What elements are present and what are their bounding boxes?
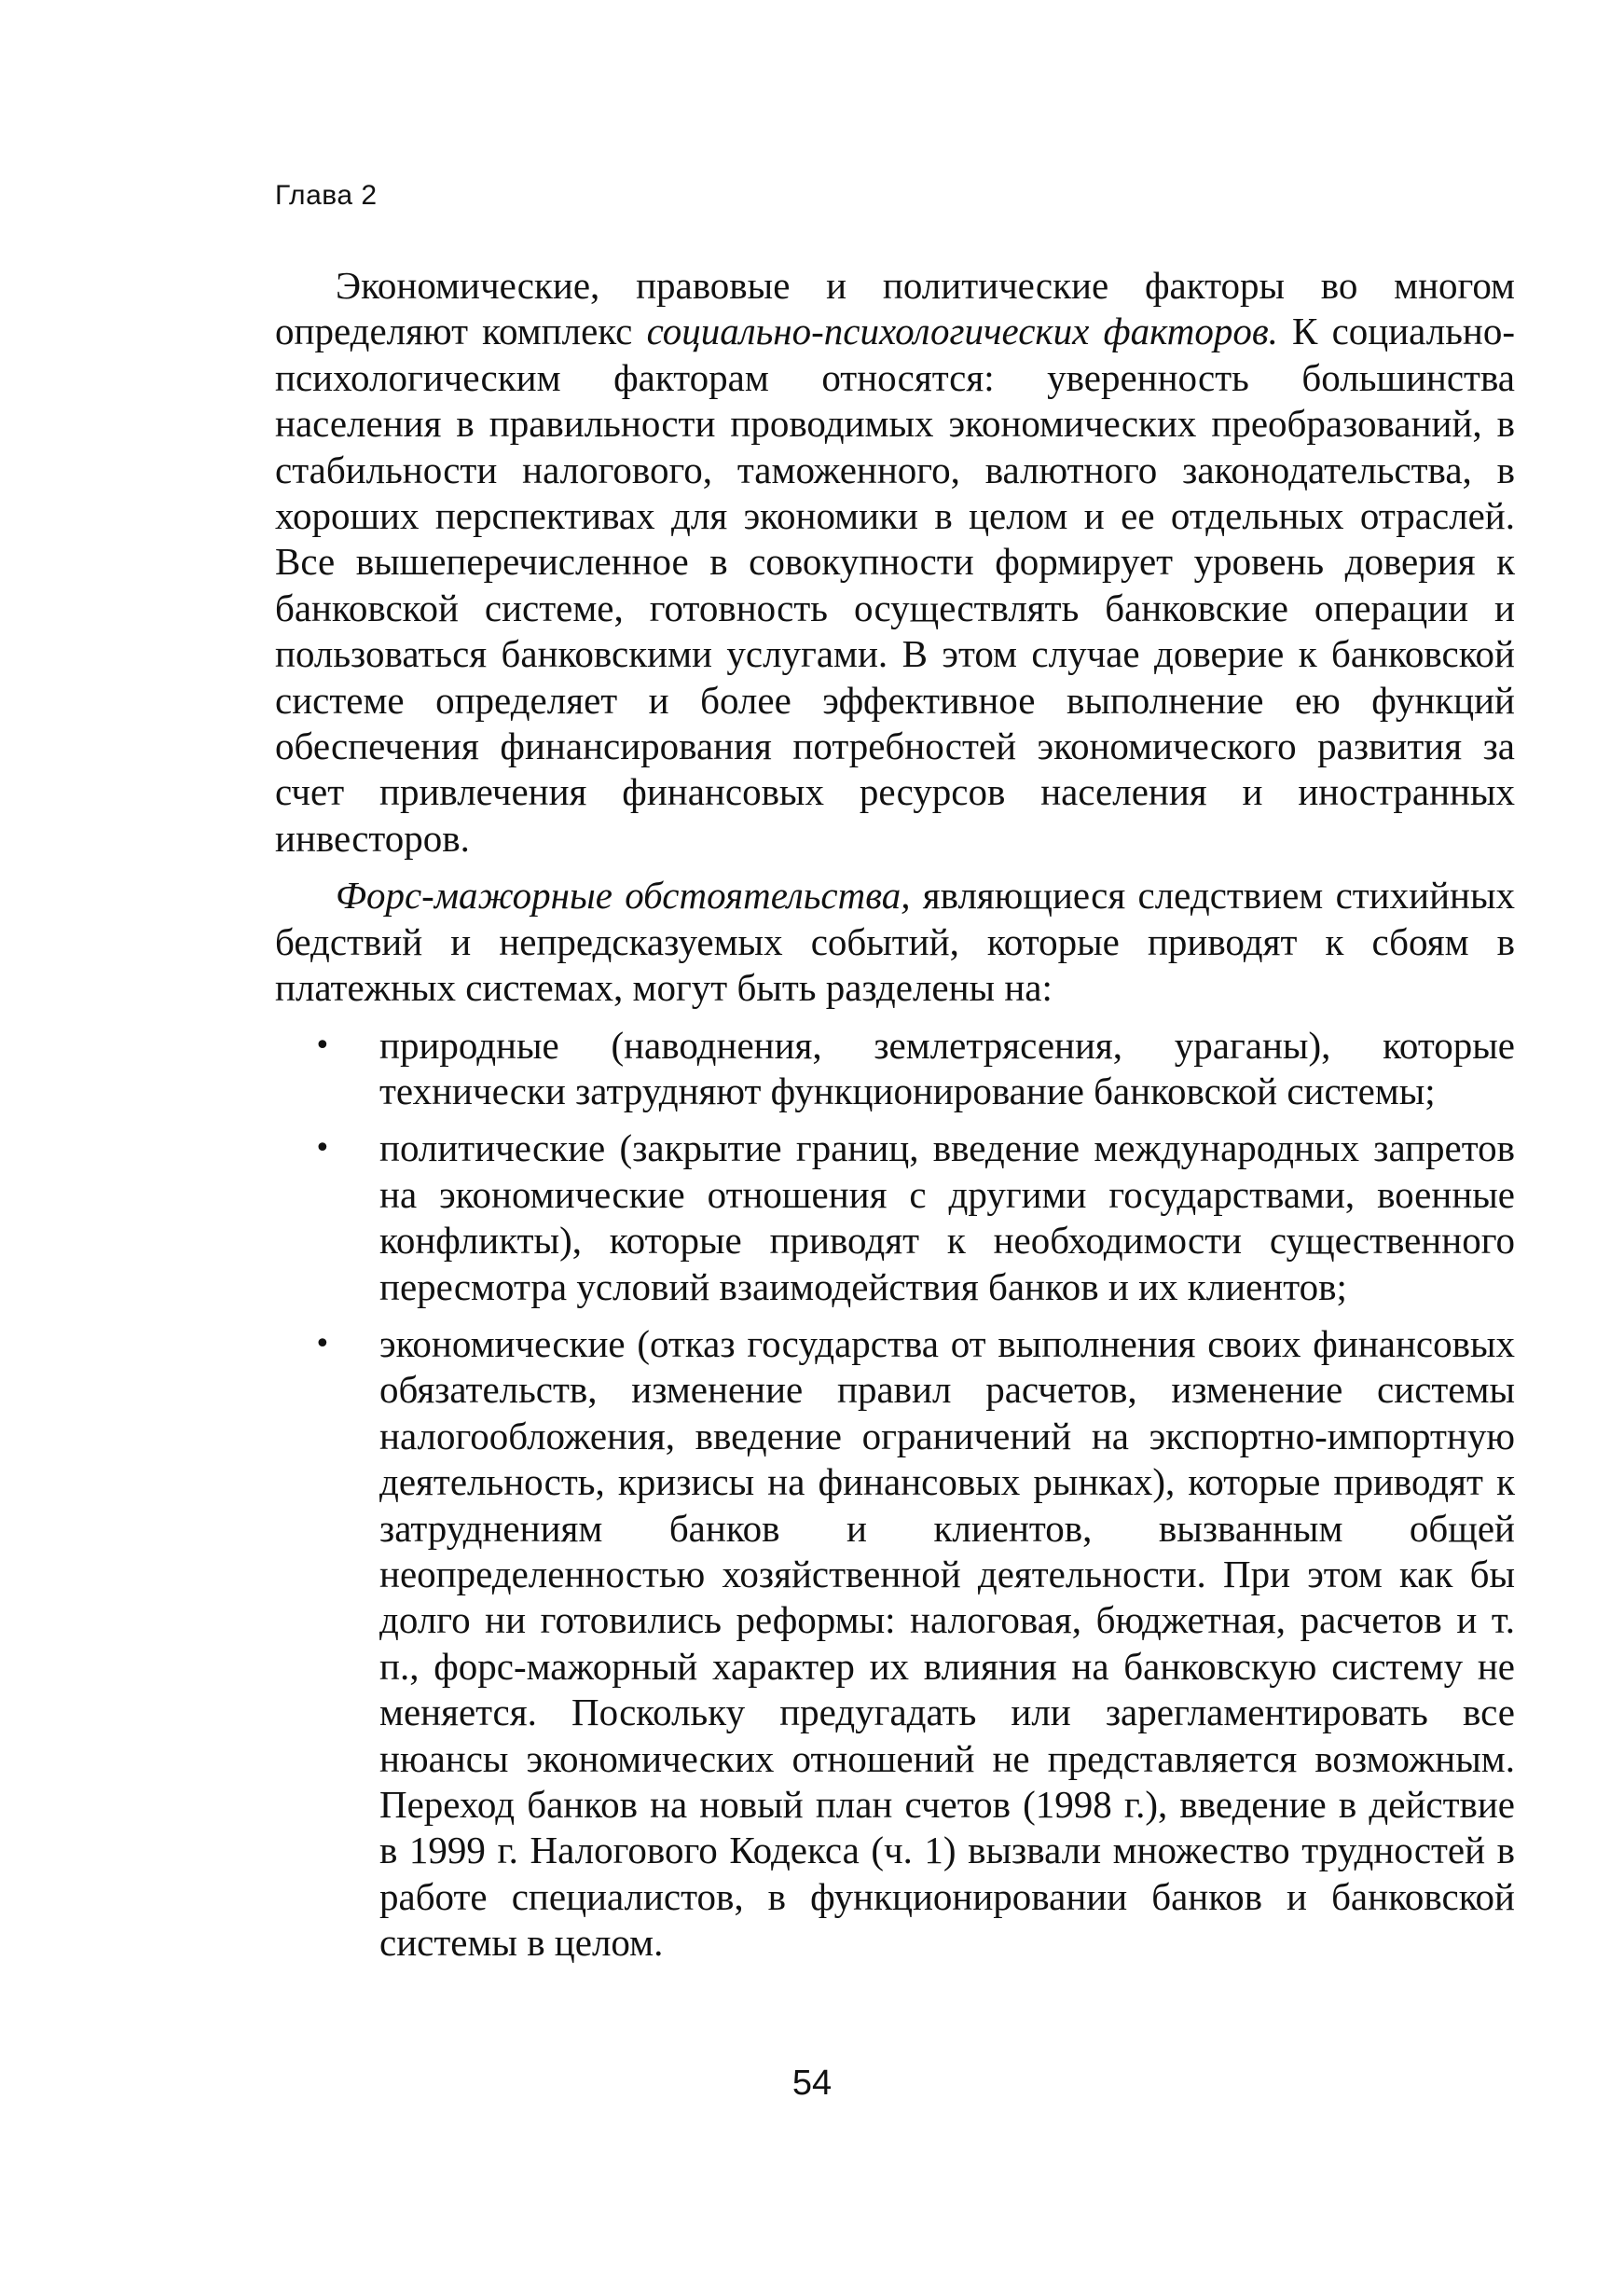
- page-body: [275, 263, 1515, 1967]
- emphasis-term: Форс-мажорные обстоятельства,: [336, 874, 911, 918]
- bullet-icon: •: [314, 1132, 331, 1166]
- list-item-natural: [275, 1023, 1515, 1115]
- list-item-text: экономические (отказ государства от выполнения своих финансовых обязательств, изменение правил расчетов, изменение системы налогообложения, введение ограничений на экспортно-импортную деятельность, кризисы на финансовых рынках), которые приводят к затруднениям банков и клиентов, вызванным общей неопределенностью хозяйственной деятельности. При этом как бы долго ни готовились реформы: налоговая, бюджетная, расчетов и т. п., форс-мажорный характер их влияния на банковскую систему не меняется. Поскольку предугадать или зарегламентировать все нюансы экономических отношений не представляется возможным. Переход банков на новый план счетов (1998 г.), введение в действие в 1999 г. Налогового Кодекса (ч. 1) вызвали множество трудностей в работе специалистов, в функционировании банков и банковской системы в целом.: [379, 1321, 1515, 1965]
- emphasis-term: социально-психологических факторов.: [646, 310, 1278, 353]
- force-majeure-list: [275, 1023, 1515, 1967]
- list-item-text: природные (наводнения, землетрясения, ураганы), которые технически затрудняют функционирование банковской системы;: [379, 1023, 1515, 1112]
- list-item-political: [275, 1125, 1515, 1310]
- bullet-icon: •: [314, 1327, 331, 1360]
- paragraph-text: Экономические, правовые и политические факторы во многом определяют комплекс: [275, 264, 1515, 353]
- list-item-economic: [275, 1321, 1515, 1967]
- paragraph-socio-psychological-factors: [275, 263, 1515, 862]
- paragraph-force-majeure: [275, 873, 1515, 1011]
- paragraph-text: К социально-психологическим факторам относятся: уверенность большинства населения в правильности проводимых экономических преобразований, в стабильности налогового, таможенного, валютного законодательства, в хороших перспективах для экономики в целом и ее отдельных отраслей. Все вышеперечисленное в совокупности формирует уровень доверия к банковской системе, готовность осуществлять банковские операции и пользоваться банковскими услугами. В этом случае доверие к банковской системе определяет и более эффективное выполнение ею функций обеспечения финансирования потребностей экономического развития за счет привлечения финансовых ресурсов населения и иностранных инвесторов.: [275, 310, 1515, 860]
- page-number: 54: [791, 2064, 833, 2103]
- bullet-icon: •: [314, 1029, 331, 1062]
- running-head: Глава 2: [275, 180, 378, 211]
- paragraph-text: являющиеся следствием стихийных бедствий и непредсказуемых событий, которые приводят к сбоям в платежных системах, могут быть разделены на:: [275, 874, 1515, 1010]
- list-item-text: политические (закрытие границ, введение международных запретов на экономические отношения с другими государствами, военные конфликты), которые приводят к необходимости существенного пересмотра условий взаимодействия банков и их клиентов;: [379, 1126, 1515, 1308]
